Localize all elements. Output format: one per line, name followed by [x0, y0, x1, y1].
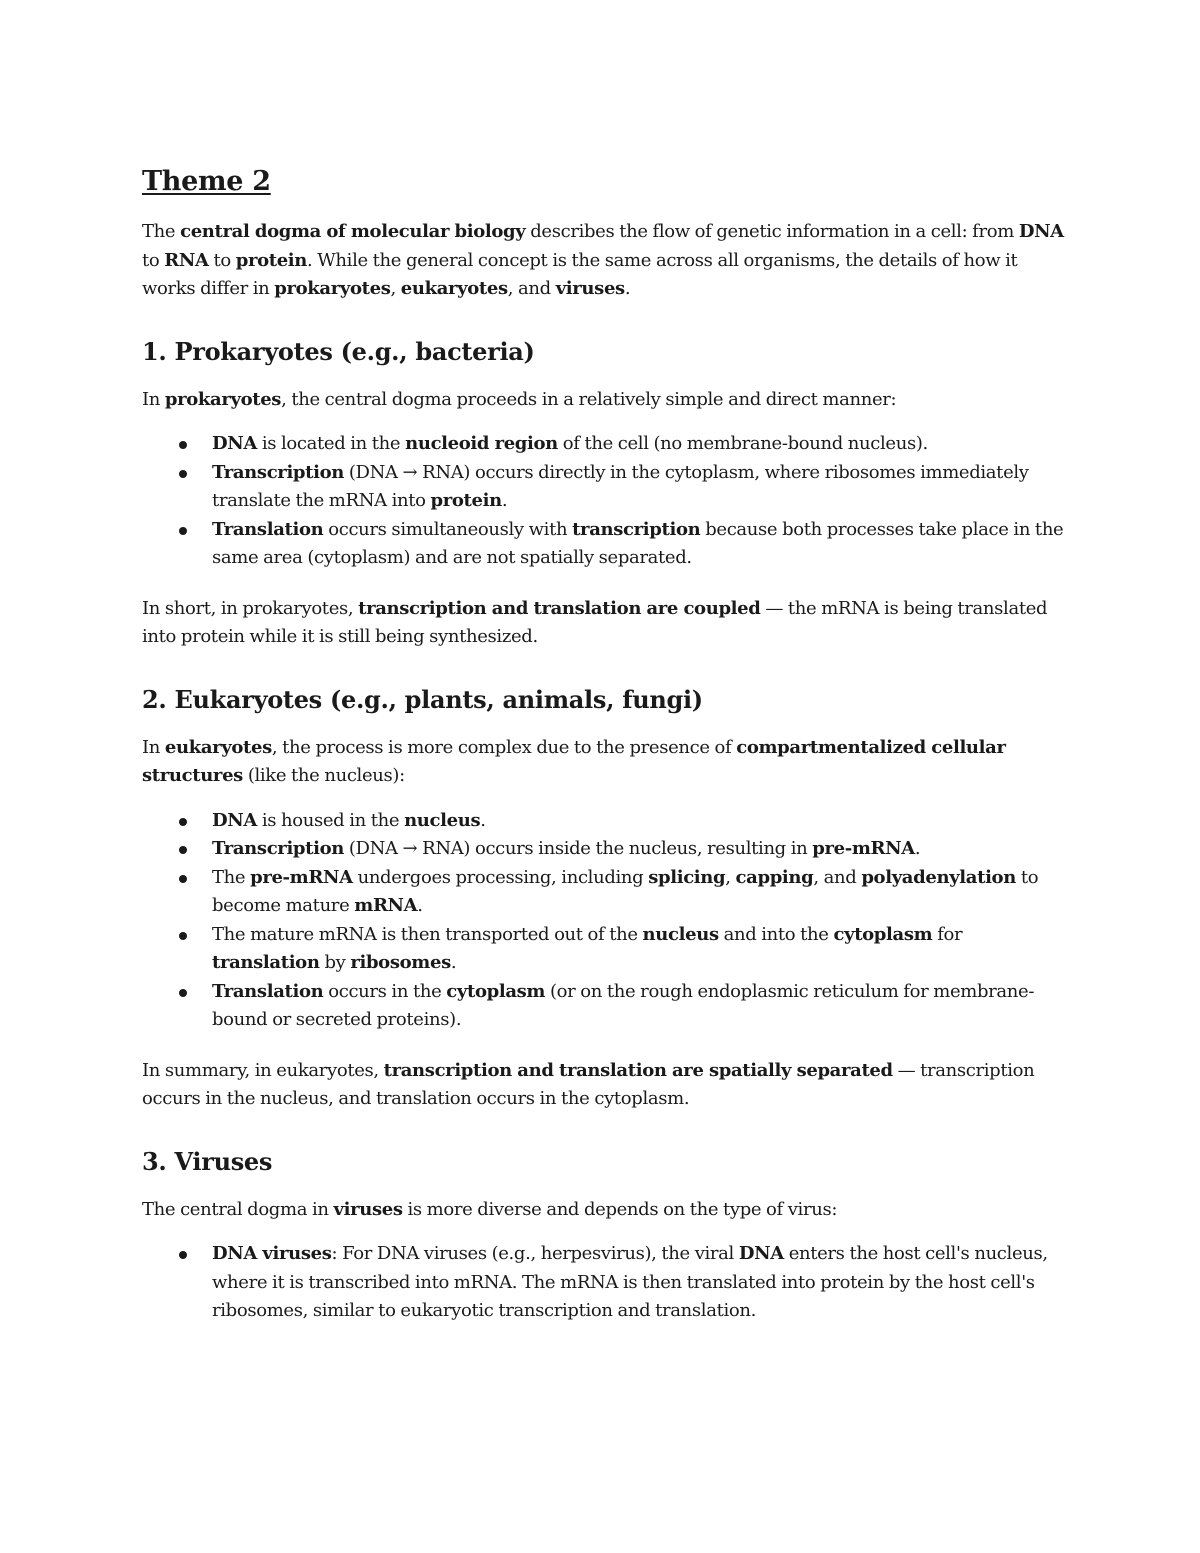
bullet-item: [212, 430, 1072, 459]
bold-text-run: prokaryotes: [164, 388, 282, 410]
bullet-dot-icon: [179, 470, 187, 478]
text-run: , the process is more complex due to the presence of: [271, 736, 737, 758]
text-run: The central dogma in: [142, 1198, 334, 1220]
bold-text-run: protein: [235, 249, 308, 271]
bullet-dot-icon: [179, 875, 187, 883]
text-run: of the cell (no membrane-bound nucleus).: [557, 433, 928, 454]
bold-text-run: prokaryotes: [274, 278, 391, 299]
bold-text-run: Translation: [212, 518, 324, 540]
bold-text-run: DNA: [212, 809, 257, 831]
bullet-item: [212, 516, 1072, 573]
text-run: is more diverse and depends on the type of virus:: [402, 1198, 838, 1220]
bold-text-run: transcription: [572, 518, 701, 540]
bold-text-run: central dogma of molecular biology: [180, 221, 526, 242]
eukaryotes-bullet-list: [142, 807, 1072, 1035]
bold-text-run: eukaryotes: [164, 736, 272, 758]
bold-text-run: eukaryotes: [400, 278, 508, 299]
bold-text-run: nucleus: [404, 809, 481, 831]
section-heading-eukaryotes: 2. Eukaryotes (e.g., plants, animals, fungi): [142, 684, 703, 714]
bold-text-run: nucleus: [642, 923, 719, 945]
text-run: .: [624, 278, 631, 299]
text-run: . While the general concept is the same across all organisms, the details of how it works differ in: [142, 249, 1018, 299]
bold-text-run: nucleoid region: [405, 433, 558, 454]
text-run: .: [417, 895, 423, 916]
text-run: .: [450, 952, 457, 973]
prokaryotes-lead-paragraph: [142, 386, 1072, 415]
text-run: and into the: [718, 923, 834, 945]
bold-text-run: splicing: [648, 866, 726, 888]
text-run: is housed in the: [256, 809, 405, 831]
text-run: In: [142, 388, 165, 410]
page-title: Theme 2: [142, 166, 271, 197]
text-run: (like the nucleus):: [242, 765, 405, 786]
bold-text-run: Translation: [212, 980, 324, 1002]
bold-text-run: DNA: [1018, 221, 1064, 242]
bold-text-run: polyadenylation: [861, 866, 1016, 888]
text-run: : For DNA viruses (e.g., herpesvirus), the viral: [331, 1243, 739, 1264]
text-run: , the central dogma proceeds in a relatively simple and direct manner:: [281, 388, 897, 410]
bold-text-run: viruses: [333, 1198, 403, 1220]
bullet-item: [212, 864, 1072, 921]
bold-text-run: DNA viruses: [212, 1243, 332, 1264]
text-run: In short, in prokaryotes,: [142, 597, 359, 619]
text-run: .: [914, 838, 921, 859]
section-heading-prokaryotes: 1. Prokaryotes (e.g., bacteria): [142, 336, 535, 366]
bullet-dot-icon: [179, 846, 187, 854]
text-run: (DNA → RNA) occurs inside the nucleus, resulting in: [344, 838, 813, 859]
bold-text-run: compartmentalized cellular structures: [142, 736, 1006, 786]
text-run: (DNA → RNA) occurs directly in the cytoplasm, where ribosomes immediately translate the mRNA into: [212, 461, 1029, 511]
eukaryotes-summary-paragraph: [142, 1057, 1072, 1114]
prokaryotes-bullet-list: [142, 430, 1072, 573]
text-run: to become mature: [212, 866, 1039, 916]
text-run: In: [142, 736, 165, 758]
bold-text-run: DNA: [212, 433, 257, 454]
text-run: occurs in the: [323, 980, 447, 1002]
text-run: ,: [725, 866, 736, 888]
section-heading-viruses: 3. Viruses: [142, 1146, 273, 1176]
bold-text-run: protein: [430, 490, 502, 511]
intro-paragraph: [142, 218, 1072, 304]
bold-text-run: pre-mRNA: [812, 838, 915, 859]
bullet-dot-icon: [179, 441, 187, 449]
text-run: .: [501, 490, 508, 511]
text-run: to: [208, 249, 236, 271]
bold-text-run: transcription and translation are spatially separated: [383, 1059, 893, 1081]
text-run: undergoes processing, including: [352, 866, 649, 888]
text-run: enters the host cell's nucleus, where it is transcribed into mRNA. The mRNA is then translated into protein by the host cell's ribosomes, similar to eukaryotic transcription and translation.: [212, 1243, 1048, 1321]
bullet-dot-icon: [179, 932, 187, 940]
text-run: (or on the rough endoplasmic reticulum for membrane-bound or secreted proteins).: [212, 980, 1035, 1030]
text-run: , and: [507, 278, 556, 299]
text-run: by: [319, 952, 351, 973]
text-run: describes the flow of genetic information in a cell: from: [525, 221, 1019, 242]
bullet-item: [212, 978, 1072, 1035]
text-run: In summary, in eukaryotes,: [142, 1059, 384, 1081]
bullet-dot-icon: [179, 818, 187, 826]
bold-text-run: viruses: [555, 278, 625, 299]
eukaryotes-lead-paragraph: [142, 734, 1072, 791]
bold-text-run: Transcription: [212, 838, 345, 859]
text-run: — transcription occurs in the nucleus, and translation occurs in the cytoplasm.: [142, 1059, 1035, 1109]
bold-text-run: transcription and translation are coupled: [358, 597, 761, 619]
bold-text-run: mRNA: [354, 895, 418, 916]
text-run: The mature mRNA is then transported out of the: [212, 923, 643, 945]
bullet-dot-icon: [179, 1251, 187, 1259]
bold-text-run: cytoplasm: [833, 923, 933, 945]
bullet-item: [212, 459, 1072, 516]
text-run: The: [142, 221, 181, 242]
bold-text-run: cytoplasm: [446, 980, 546, 1002]
document-page: [142, 160, 1072, 1326]
bullet-item: [212, 1240, 1072, 1326]
bullet-item: [212, 921, 1072, 978]
text-run: .: [480, 809, 486, 831]
text-run: to: [142, 249, 165, 271]
bold-text-run: ribosomes: [350, 952, 451, 973]
text-run: , and: [813, 866, 862, 888]
bullet-item: [212, 807, 1072, 836]
text-run: for: [932, 923, 963, 945]
bold-text-run: Transcription: [212, 461, 345, 483]
bold-text-run: translation: [212, 952, 320, 973]
text-run: The: [212, 866, 251, 888]
bold-text-run: DNA: [738, 1243, 784, 1264]
text-run: occurs simultaneously with: [323, 518, 573, 540]
bold-text-run: pre-mRNA: [250, 866, 353, 888]
viruses-lead-paragraph: [142, 1196, 1072, 1225]
text-run: is located in the: [256, 433, 406, 454]
bold-text-run: capping: [735, 866, 814, 888]
bullet-dot-icon: [179, 527, 187, 535]
bold-text-run: RNA: [164, 249, 209, 271]
bullet-item: [212, 835, 1072, 864]
text-run: ,: [390, 278, 401, 299]
text-run: — the mRNA is being translated into protein while it is still being synthesized.: [142, 597, 1048, 647]
text-run: because both processes take place in the same area (cytoplasm) and are not spatially separated.: [212, 518, 1064, 568]
prokaryotes-summary-paragraph: [142, 595, 1072, 652]
bullet-dot-icon: [179, 989, 187, 997]
viruses-bullet-list: [142, 1240, 1072, 1326]
